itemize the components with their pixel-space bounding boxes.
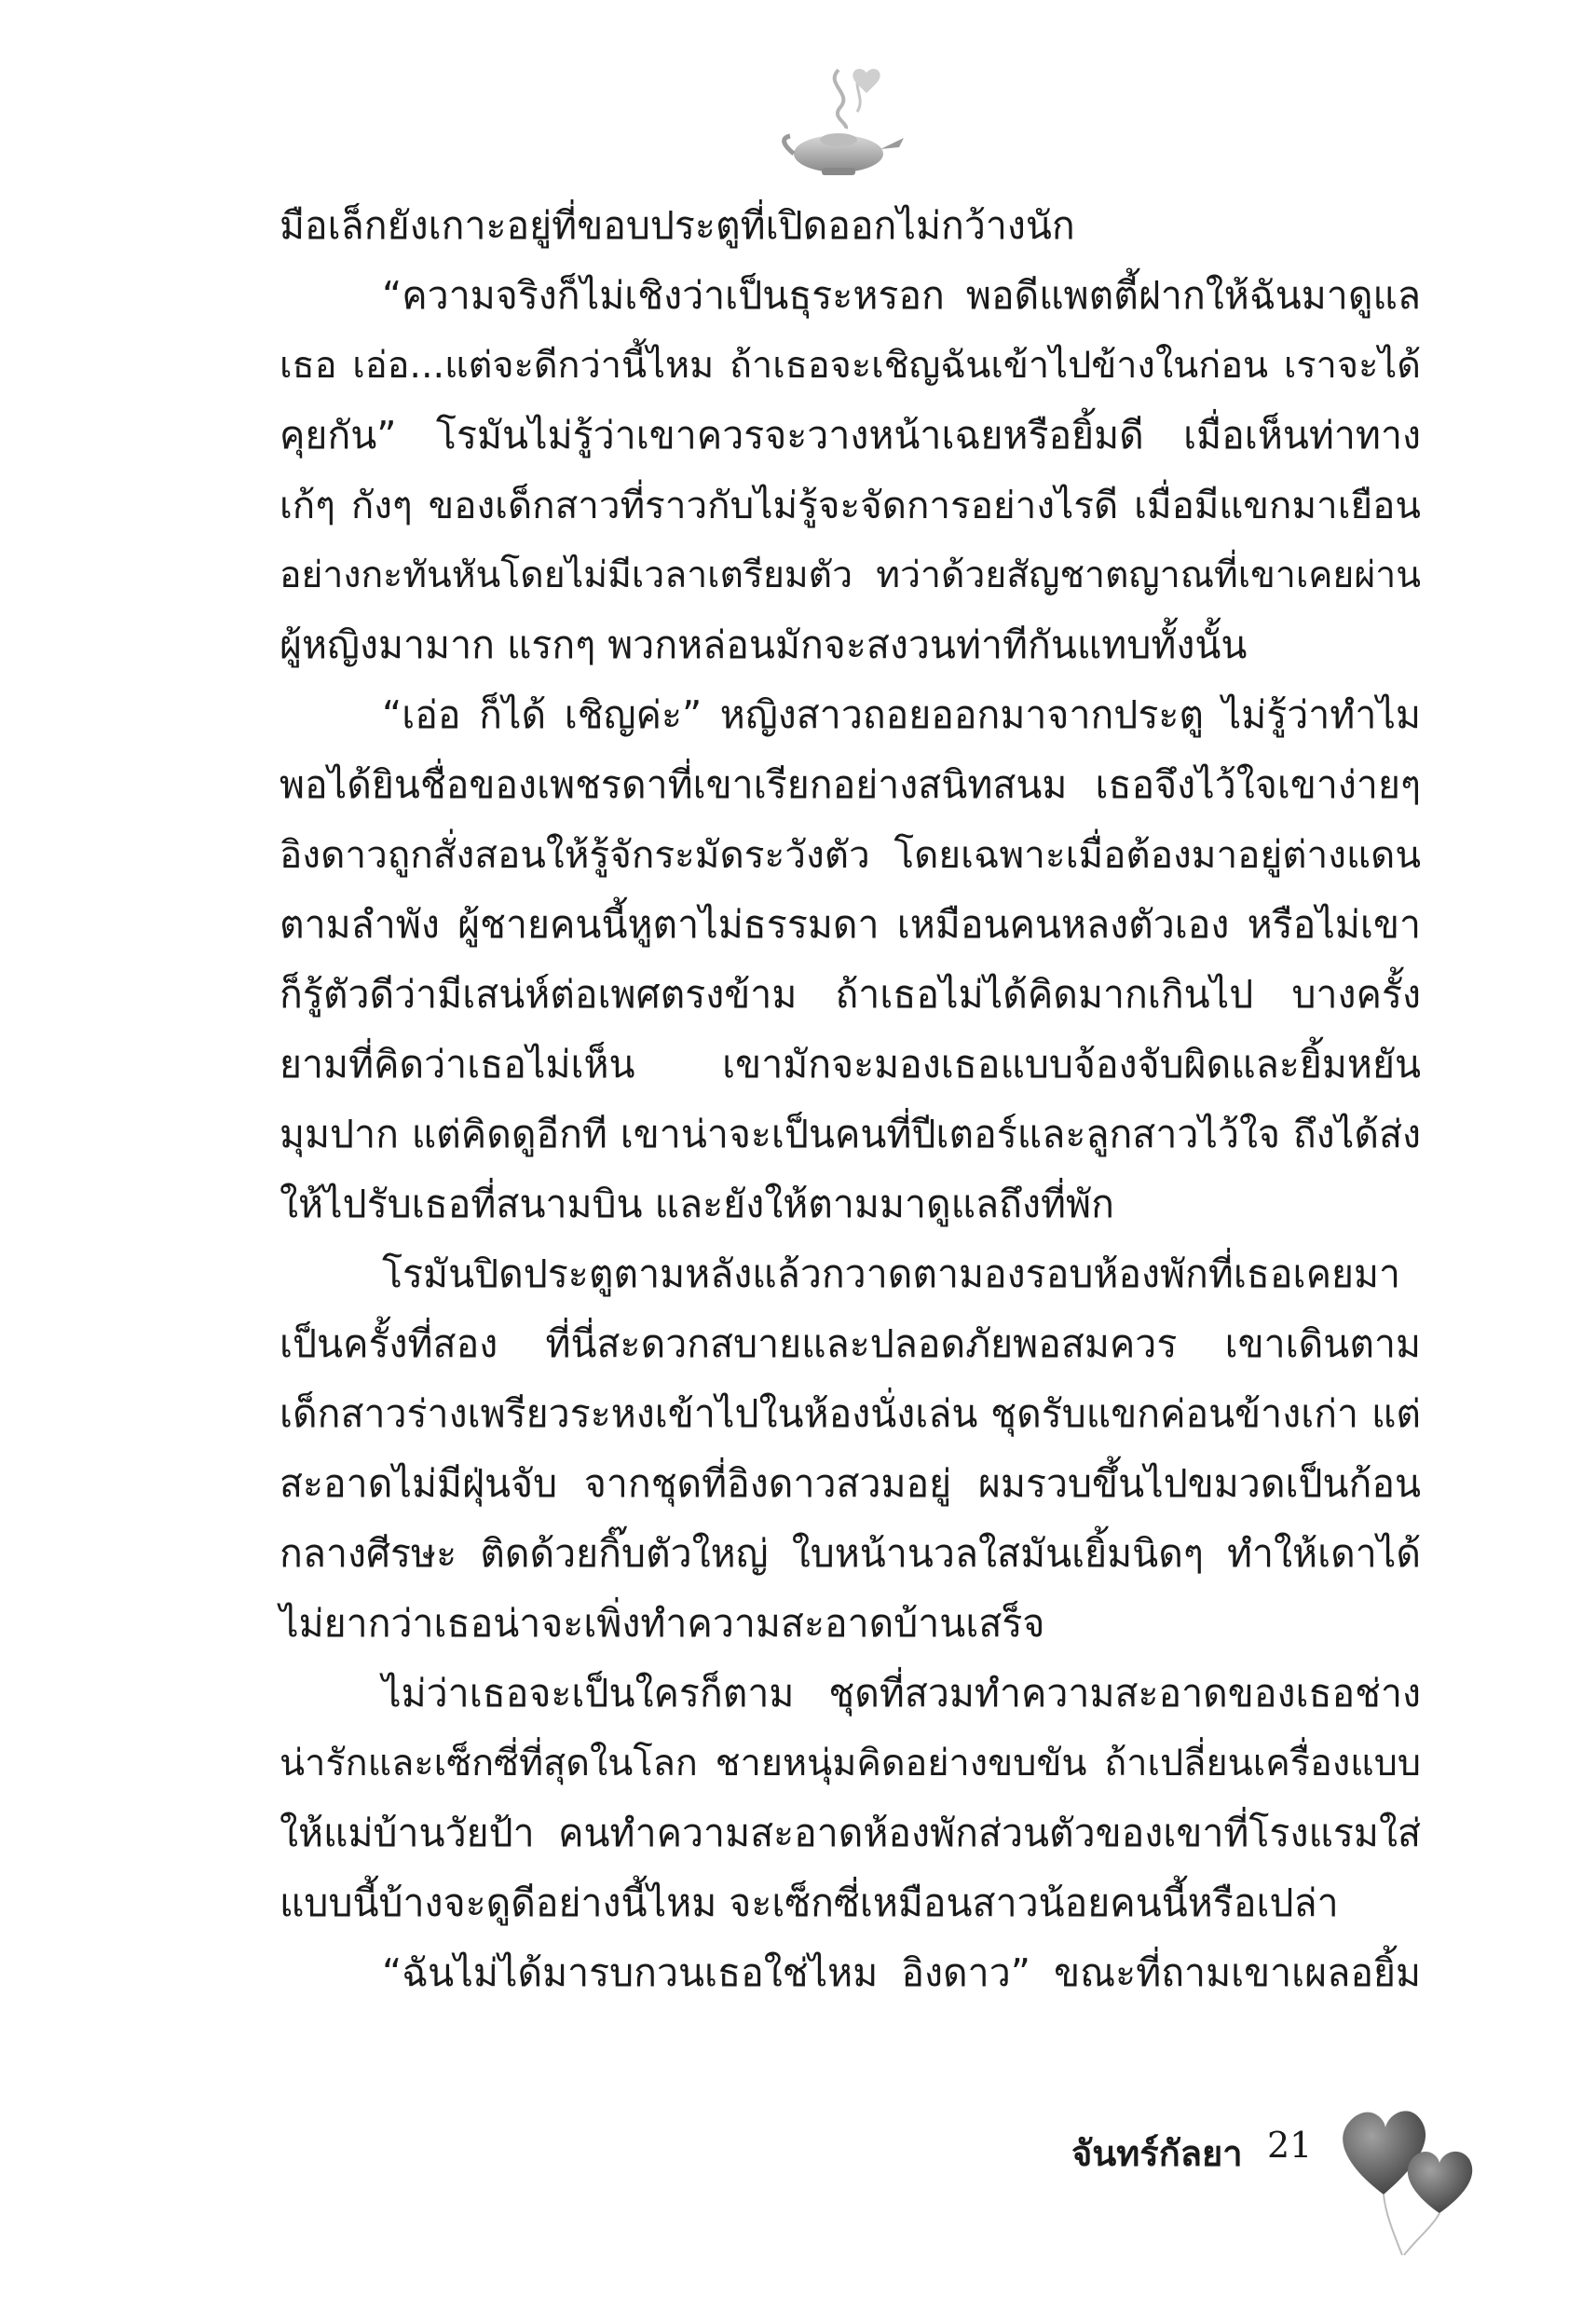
- hearts-balloon-icon: [1328, 2073, 1495, 2269]
- text-line: ให้ไปรับเธอที่สนามบิน และยังให้ตามมาดูแลถึงที่พัก: [280, 1182, 1114, 1226]
- text-line: เด็กสาวร่างเพรียวระหงเข้าไปในห้องนั่งเล่น ชุดรับแขกค่อนข้างเก่า แต่: [280, 1391, 1421, 1436]
- text-line: มือเล็กยังเกาะอยู่ที่ขอบประตูที่เปิดออกไม่กว้างนัก: [280, 203, 1075, 248]
- text-line: กลางศีรษะ ติดด้วยกิ๊บตัวใหญ่ ใบหน้านวลใสมันเยิ้มนิดๆ ทำให้เดาได้: [280, 1531, 1421, 1576]
- text-line: อย่างกะทันหันโดยไม่มีเวลาเตรียมตัว ทว่าด้วยสัญชาตญาณที่เขาเคยผ่าน: [280, 554, 1421, 596]
- text-line: คุยกัน” โรมันไม่รู้ว่าเขาควรจะวางหน้าเฉยหรือยิ้มดี เมื่อเห็นท่าทาง: [280, 413, 1421, 458]
- text-line: แบบนี้บ้างจะดูดีอย่างนี้ไหม จะเซ็กซี่เหมือนสาวน้อยคนนี้หรือเปล่า: [280, 1880, 1339, 1925]
- text-line: ให้แม่บ้านวัยป้า คนทำความสะอาดห้องพักส่วนตัวของเขาที่โรงแรมใส่: [280, 1811, 1421, 1855]
- text-line: เก้ๆ กังๆ ของเด็กสาวที่ราวกับไม่รู้จะจัดการอย่างไรดี เมื่อมีแขกมาเยือน: [280, 484, 1421, 527]
- body-text: [280, 191, 1421, 2008]
- text-line: ตามลำพัง ผู้ชายคนนี้หูตาไม่ธรรมดา เหมือนคนหลงตัวเอง หรือไม่เขา: [280, 902, 1421, 947]
- text-line: ก็รู้ตัวดีว่ามีเสน่ห์ต่อเพศตรงข้าม ถ้าเธอไม่ได้คิดมากเกินไป บางครั้ง: [280, 972, 1421, 1017]
- author-name: จันทร์กัลยา: [1071, 2133, 1243, 2174]
- text-line: อิงดาวถูกสั่งสอนให้รู้จักระมัดระวังตัว โดยเฉพาะเมื่อต้องมาอยู่ต่างแดน: [280, 832, 1421, 877]
- text-line: ไม่ยากว่าเธอน่าจะเพิ่งทำความสะอาดบ้านเสร็จ: [280, 1601, 1045, 1646]
- text-line: “เอ่อ ก็ได้ เชิญค่ะ” หญิงสาวถอยออกมาจากประตู ไม่รู้ว่าทำไม: [382, 692, 1421, 737]
- text-line: น่ารักและเซ็กซี่ที่สุดในโลก ชายหนุ่มคิดอย่างขบขัน ถ้าเปลี่ยนเครื่องแบบ: [280, 1742, 1421, 1785]
- text-line: ไม่ว่าเธอจะเป็นใครก็ตาม ชุดที่สวมทำความสะอาดของเธอช่าง: [382, 1671, 1421, 1716]
- text-line: พอได้ยินชื่อของเพชรดาที่เขาเรียกอย่างสนิทสนม เธอจึงไว้ใจเขาง่ายๆ: [280, 762, 1421, 807]
- text-line: “ฉันไม่ได้มารบกวนเธอใช่ไหม อิงดาว” ขณะที่ถามเขาเผลอยิ้ม: [382, 1950, 1421, 1995]
- lamp-icon: [773, 56, 913, 196]
- text-line: มุมปาก แต่คิดดูอีกที เขาน่าจะเป็นคนที่ปีเตอร์และลูกสาวไว้ใจ ถึงได้ส่ง: [280, 1112, 1421, 1156]
- text-line: โรมันปิดประตูตามหลังแล้วกวาดตามองรอบห้องพักที่เธอเคยมา: [382, 1251, 1401, 1296]
- text-line: เธอ เอ่อ...แต่จะดีกว่านี้ไหม ถ้าเธอจะเชิญฉันเข้าไปข้างในก่อน เราจะได้: [280, 344, 1421, 387]
- text-line: “ความจริงก็ไม่เชิงว่าเป็นธุระหรอก พอดีแพตตี้ฝากให้ฉันมาดูแล: [382, 273, 1421, 318]
- page-number: 21: [1267, 2125, 1313, 2166]
- text-line: ผู้หญิงมามาก แรกๆ พวกหล่อนมักจะสงวนท่าทีกันแทบทั้งนั้น: [280, 622, 1248, 667]
- text-line: สะอาดไม่มีฝุ่นจับ จากชุดที่อิงดาวสวมอยู่ ผมรวบขึ้นไปขมวดเป็นก้อน: [280, 1461, 1421, 1506]
- text-line: เป็นครั้งที่สอง ที่นี่สะดวกสบายและปลอดภัยพอสมควร เขาเดินตาม: [280, 1321, 1421, 1366]
- text-line: ยามที่คิดว่าเธอไม่เห็น เขามักจะมองเธอแบบจ้องจับผิดและยิ้มหยัน: [280, 1042, 1421, 1087]
